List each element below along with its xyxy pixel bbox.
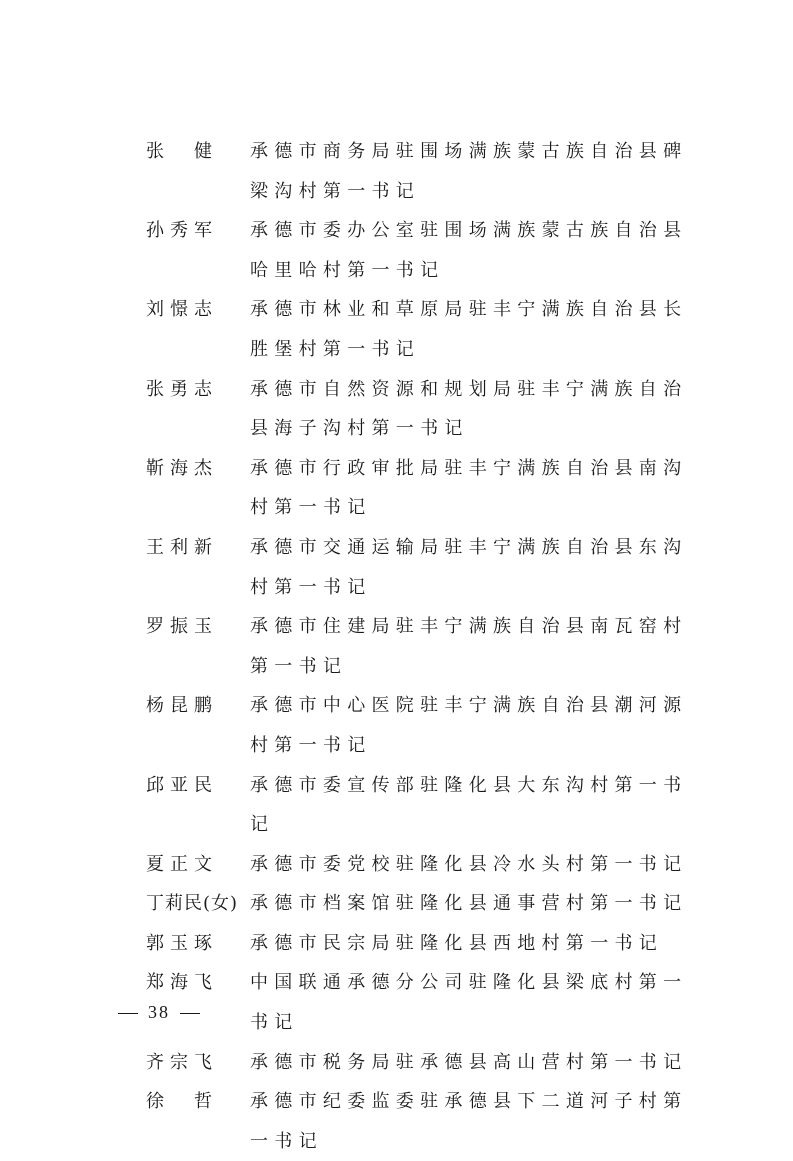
person-name: 杨昆鹏 (146, 695, 218, 717)
list-item (146, 686, 706, 765)
person-name: 徐 哲 (146, 1091, 218, 1113)
person-name: 郑海飞 (146, 972, 218, 994)
appointment-list (146, 132, 706, 1161)
person-name: 邱亚民 (146, 774, 218, 796)
person-name: 孙秀军 (146, 220, 218, 242)
position-description: 中国联通承德分公司驻隆化县梁底村第一书记 (250, 972, 688, 1034)
person-name: 丁莉民(女) (146, 893, 239, 915)
position-description: 承德市中心医院驻丰宁满族自治县潮河源村第一书记 (250, 695, 688, 756)
list-item (146, 1043, 706, 1083)
position-description: 承德市住建局驻丰宁满族自治县南瓦窑村第一书记 (250, 616, 688, 677)
position-description: 承德市委宣传部驻隆化县大东沟村第一书记 (250, 774, 688, 836)
position-description: 承德市自然资源和规划局驻丰宁满族自治县海子沟村第一书记 (250, 378, 688, 440)
page-number: 38 (148, 1002, 170, 1022)
list-item (146, 528, 706, 607)
position-description: 承德市委党校驻隆化县冷水头村第一书记 (250, 853, 688, 875)
person-name: 夏正文 (146, 853, 218, 875)
list-item (146, 884, 706, 924)
position-description: 承德市民宗局驻隆化县西地村第一书记 (250, 932, 664, 954)
list-item (146, 607, 706, 686)
page-footer (118, 1002, 210, 1023)
person-name: 郭玉琢 (146, 932, 218, 954)
person-name: 张 健 (146, 141, 218, 162)
person-name: 刘憬志 (146, 299, 218, 321)
person-name: 靳海杰 (146, 457, 218, 479)
position-description: 承德市委办公室驻围场满族蒙古族自治县哈里哈村第一书记 (250, 220, 688, 281)
dash-left (118, 1013, 138, 1014)
person-name: 张勇志 (146, 378, 218, 400)
list-item (146, 766, 706, 845)
position-description: 承德市交通运输局驻丰宁满族自治县东沟村第一书记 (250, 536, 688, 598)
list-item (146, 845, 706, 885)
person-name: 齐宗飞 (146, 1051, 218, 1073)
position-description: 承德市税务局驻承德县高山营村第一书记 (250, 1051, 688, 1073)
position-description: 承德市纪委监委驻承德县下二道河子村第一书记 (250, 1091, 688, 1152)
person-name: 王利新 (146, 536, 218, 558)
list-item (146, 449, 706, 528)
list-item (146, 370, 706, 449)
list-item (146, 132, 706, 211)
position-description: 承德市商务局驻围场满族蒙古族自治县碑梁沟村第一书记 (250, 141, 688, 202)
list-item (146, 211, 706, 290)
position-description: 承德市林业和草原局驻丰宁满族自治县长胜堡村第一书记 (250, 299, 688, 360)
list-item (146, 963, 706, 1042)
person-name: 罗振玉 (146, 616, 218, 638)
position-description: 承德市行政审批局驻丰宁满族自治县南沟村第一书记 (250, 457, 688, 519)
list-item (146, 290, 706, 369)
position-description: 承德市档案馆驻隆化县通事营村第一书记 (250, 893, 688, 915)
dash-right (180, 1013, 200, 1014)
list-item (146, 924, 706, 964)
